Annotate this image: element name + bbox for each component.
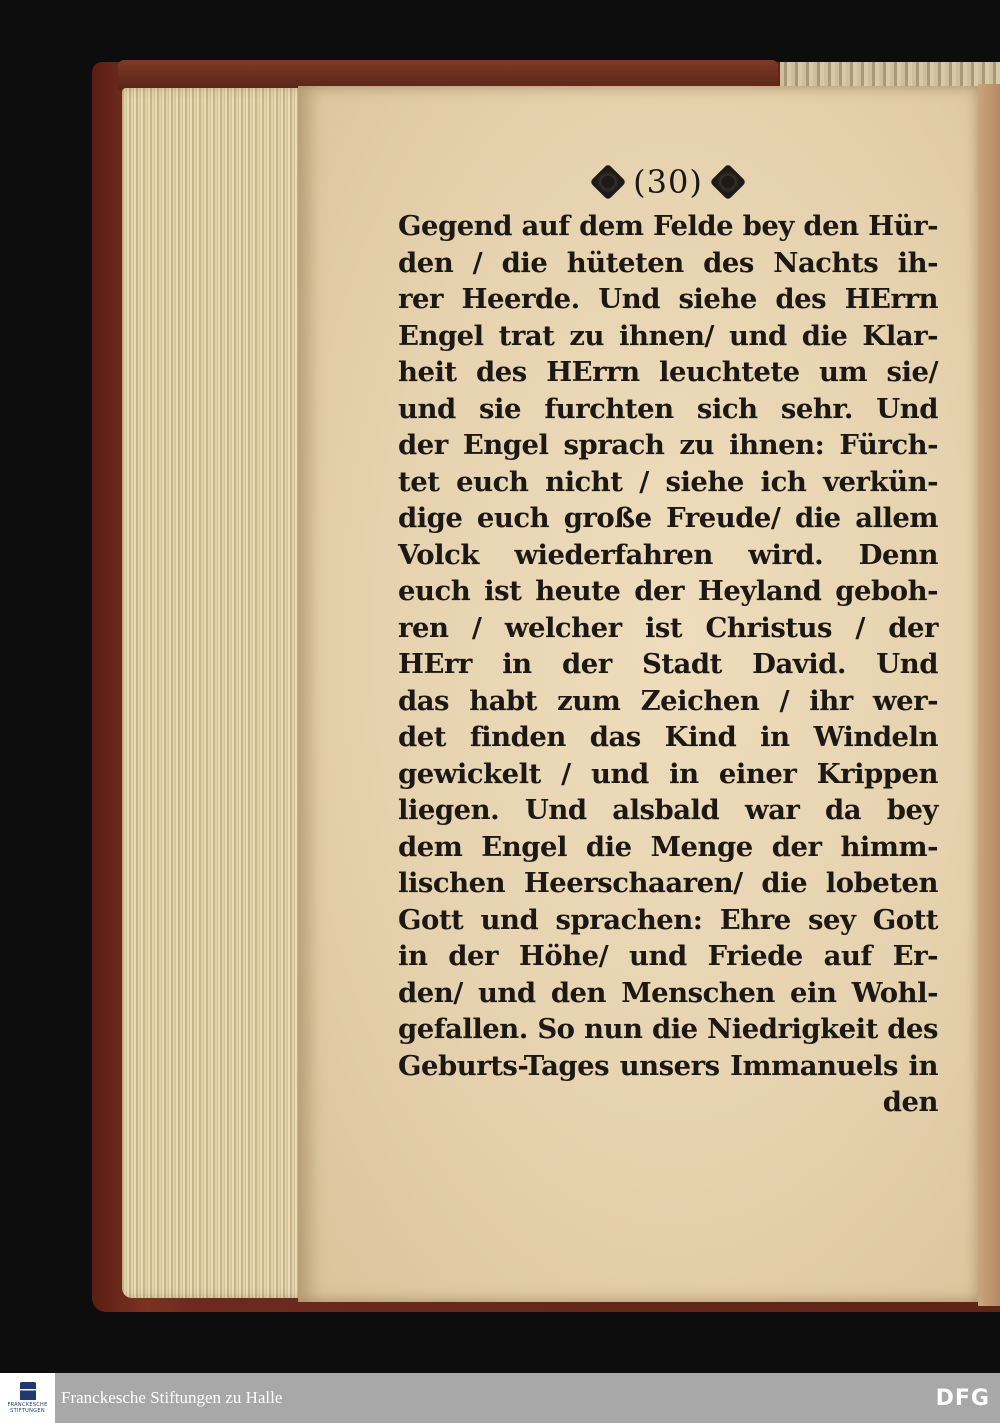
text-line: Engel trat zu ihnen/ und die Klar- (398, 319, 938, 352)
text-line: rer Heerde. Und siehe des HErrn (398, 283, 938, 315)
page-header (398, 160, 938, 204)
text-line: der Engel sprach zu ihnen: Fürch- (398, 429, 938, 461)
text-line: liegen. Und alsbald war da bey (398, 794, 938, 826)
text-line: HErr in der Stadt David. Und (398, 648, 938, 680)
headband (780, 62, 1000, 88)
text-line: euch ist heute der Heyland geboh- (398, 575, 938, 607)
ornament-right-icon (709, 164, 746, 201)
page-number: (30) (633, 163, 703, 201)
text-line: und sie furchten sich sehr. Und (398, 392, 938, 425)
text-line: Volck wiederfahren wird. Denn (398, 538, 938, 571)
page-right-edge (978, 84, 1000, 1306)
text-line: Gegend auf dem Felde bey den Hür- (398, 210, 938, 242)
text-line: gewickelt / und in einer Krippen (398, 757, 938, 790)
dfg-logo[interactable]: DFG (935, 1385, 990, 1411)
text-line: lischen Heerschaaren/ die lobeten (398, 867, 938, 899)
footer-bar (0, 1373, 1000, 1423)
text-line: ren / welcher ist Christus / der (398, 611, 938, 644)
text-line: das habt zum Zeichen / ihr wer- (398, 684, 938, 717)
text-line: dige euch große Freude/ die allem (398, 502, 938, 534)
catchword: den (882, 1086, 938, 1118)
institution-name[interactable]: Franckesche Stiftungen zu Halle (61, 1388, 283, 1407)
ornament-left-icon (590, 164, 627, 201)
text-line: Geburts-Tages unsers Immanuels in (398, 1049, 938, 1082)
text-line: gefallen. So nun die Niedrigkeit des (398, 1013, 938, 1045)
page-block-edges (122, 88, 312, 1298)
text-line: den / die hüteten des Nachts ih- (398, 246, 938, 279)
text-line: det finden das Kind in Windeln (398, 721, 938, 753)
text-line: heit des HErrn leuchtete um sie/ (398, 356, 938, 388)
text-line: in der Höhe/ und Friede auf Er- (398, 940, 938, 972)
text-line: den/ und den Menschen ein Wohl- (398, 976, 938, 1009)
text-line: dem Engel die Menge der himm- (398, 830, 938, 863)
text-line: Gott und sprachen: Ehre sey Gott (398, 903, 938, 936)
text-line: tet euch nicht / siehe ich verkün- (398, 465, 938, 498)
institution-logo[interactable] (0, 1373, 55, 1423)
logo-text: FRANCKESCHE STIFTUNGEN (7, 1402, 48, 1414)
building-icon (20, 1382, 36, 1400)
page-text (398, 160, 938, 1121)
